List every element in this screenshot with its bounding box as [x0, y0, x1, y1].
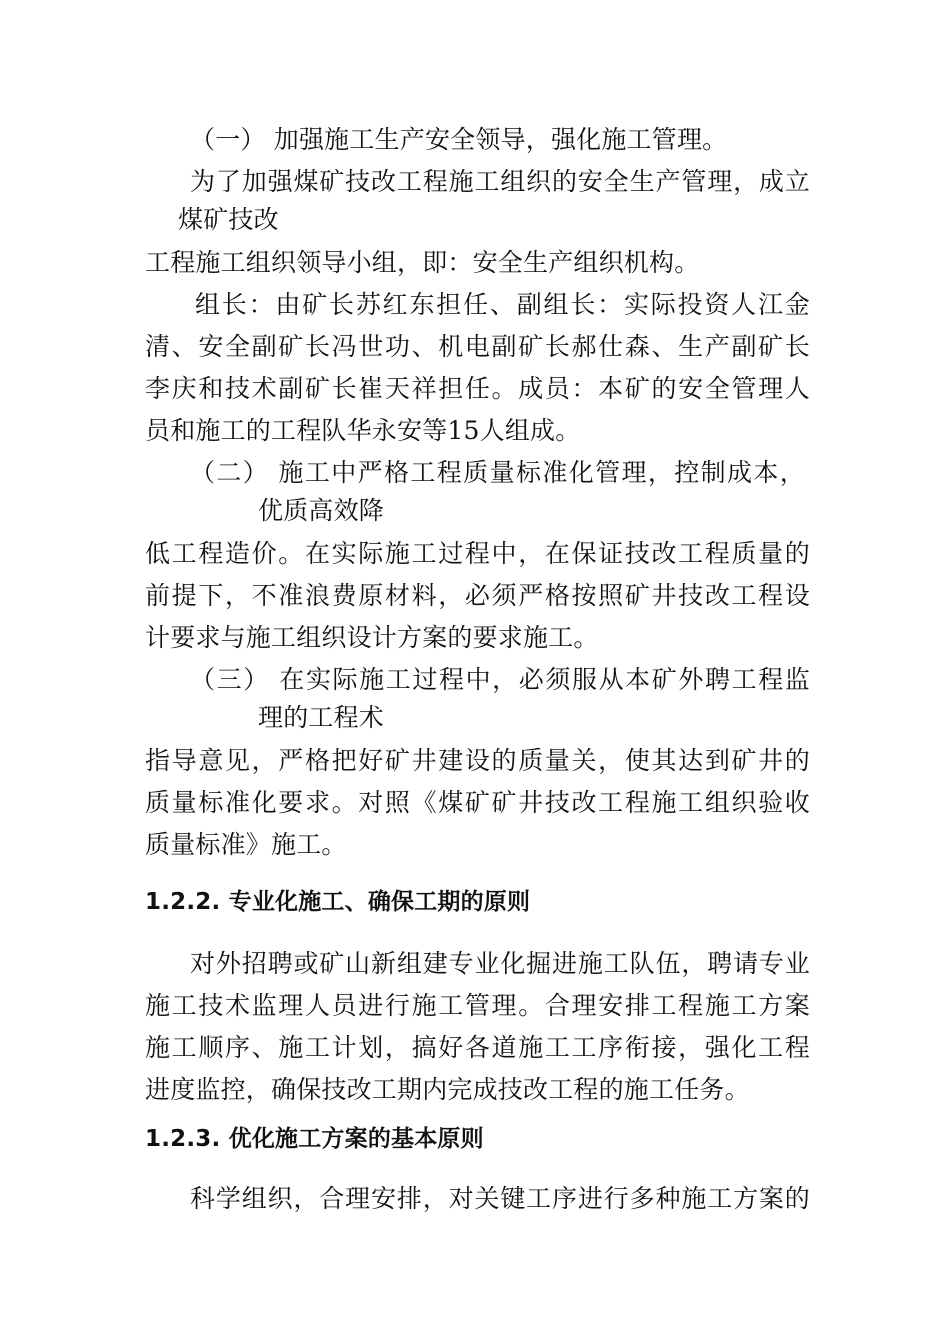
paragraph-line: 煤矿技改 — [178, 205, 279, 234]
paragraph-line: 指导意见，严格把好矿井建设的质量关，使其达到矿井的 — [145, 746, 810, 775]
paragraph-line: 清、安全副矿长冯世功、机电副矿长郝仕森、生产副矿长 — [145, 332, 810, 361]
paragraph-line: 质量标准化要求。对照《煤矿矿井技改工程施工组织验收 — [145, 788, 810, 817]
paragraph-line: 优质高效降 — [258, 496, 385, 525]
section-heading-1-2-2: 1.2.2. 专业化施工、确保工期的原则 — [145, 889, 531, 915]
paragraph-line: 施工顺序、施工计划，搞好各道施工工序衔接，强化工程 — [145, 1033, 810, 1062]
paragraph-line: 计要求与施工组织设计方案的要求施工。 — [145, 623, 599, 652]
paragraph-line: 施工技术监理人员进行施工管理。合理安排工程施工方案 — [145, 991, 810, 1020]
paragraph-line: 理的工程术 — [258, 703, 385, 732]
paragraph-line: 为了加强煤矿技改工程施工组织的安全生产管理，成立 — [190, 167, 810, 196]
paragraph-line: 低工程造价。在实际施工过程中，在保证技改工程质量的 — [145, 539, 810, 568]
subsection-heading-1: （一） 加强施工生产安全领导，强化施工管理。 — [190, 125, 728, 154]
section-heading-1-2-3: 1.2.3. 优化施工方案的基本原则 — [145, 1126, 484, 1152]
paragraph-line: 科学组织，合理安排，对关键工序进行多种施工方案的 — [190, 1184, 810, 1213]
paragraph-line: 对外招聘或矿山新组建专业化掘进施工队伍，聘请专业 — [190, 949, 810, 978]
paragraph-line: 员和施工的工程队华永安等15人组成。 — [145, 416, 581, 445]
paragraph-line: 工程施工组织领导小组，即：安全生产组织机构。 — [145, 248, 700, 277]
paragraph-line: 质量标准》施工。 — [145, 830, 347, 859]
paragraph-line: 李庆和技术副矿长崔天祥担任。成员：本矿的安全管理人 — [145, 374, 810, 403]
subsection-heading-3: （三） 在实际施工过程中，必须服从本矿外聘工程监 — [190, 665, 810, 694]
paragraph-line: 前提下，不准浪费原材料，必须严格按照矿井技改工程设 — [145, 581, 810, 610]
paragraph-line: 进度监控，确保技改工期内完成技改工程的施工任务。 — [145, 1075, 750, 1104]
subsection-heading-2: （二） 施工中严格工程质量标准化管理，控制成本， — [190, 458, 805, 487]
paragraph-line: 组长：由矿长苏红东担任、副组长：实际投资人江金 — [195, 290, 810, 319]
